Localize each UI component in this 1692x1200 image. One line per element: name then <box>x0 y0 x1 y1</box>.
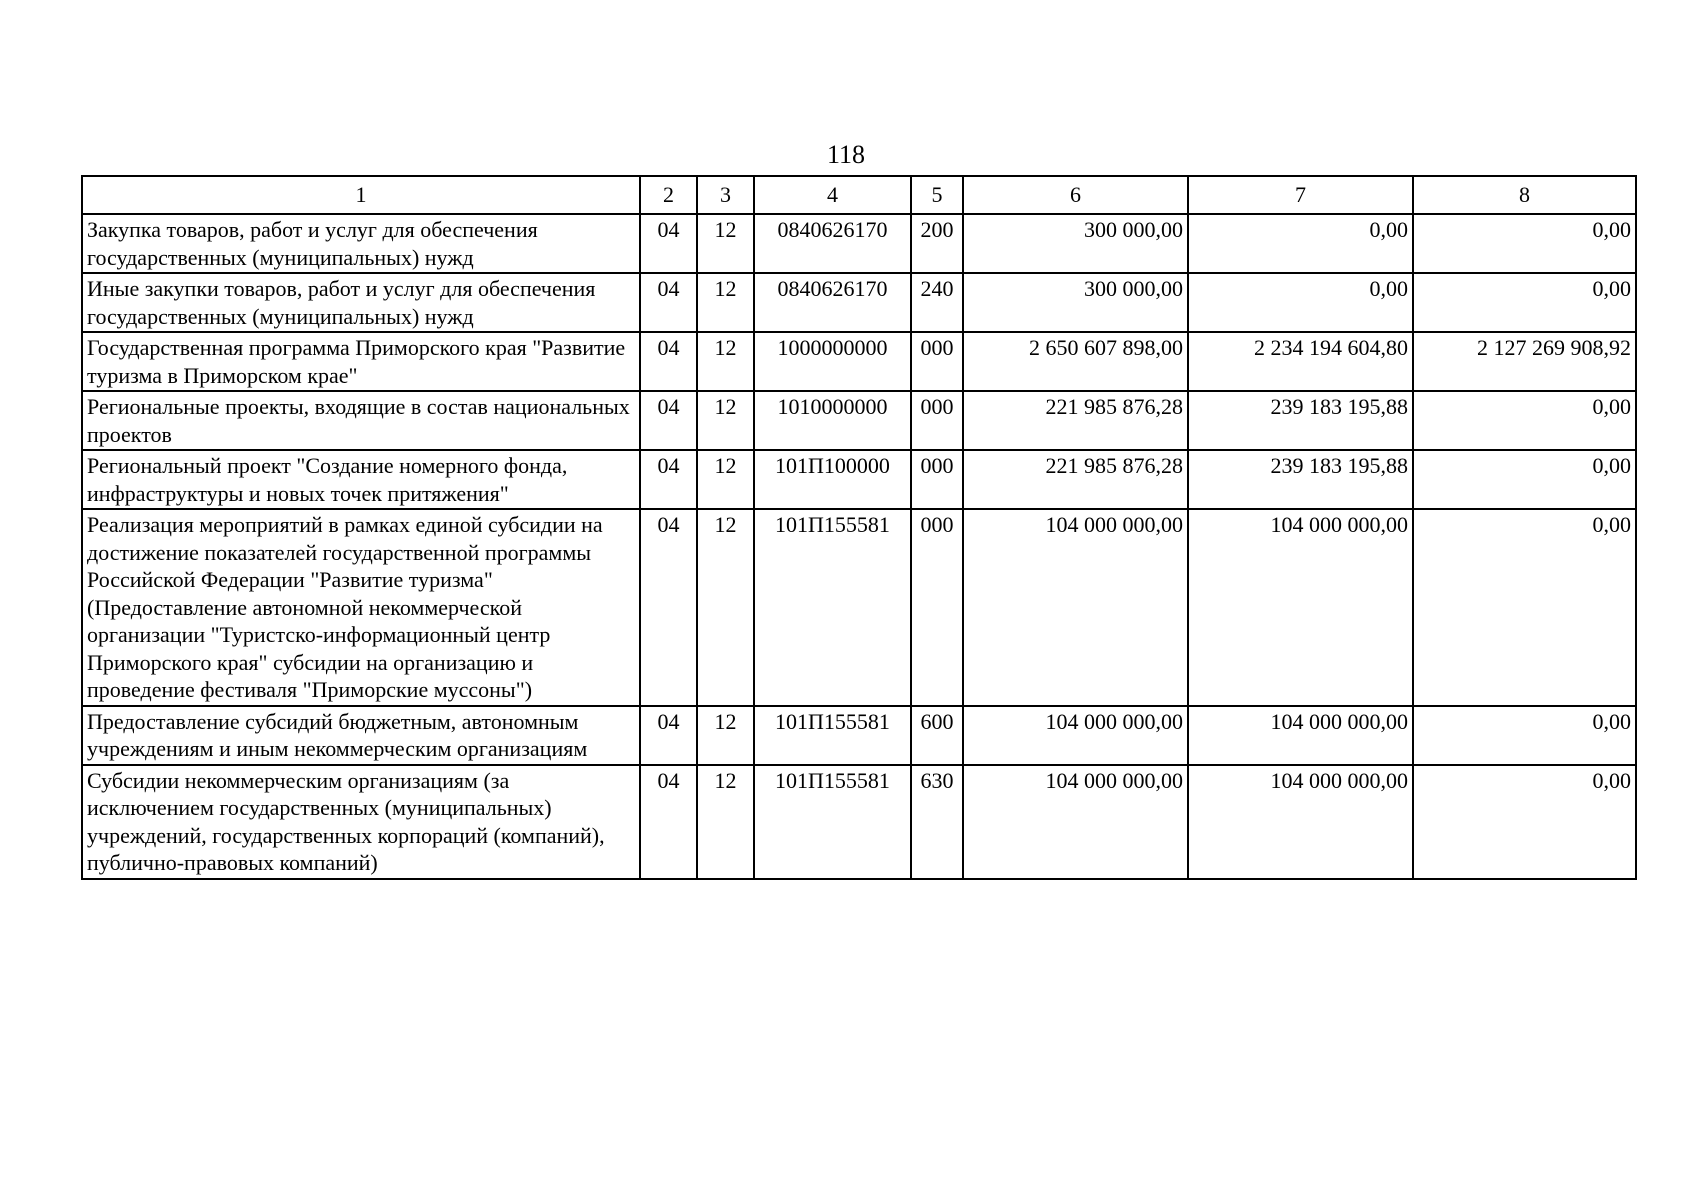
amount-col-8: 0,00 <box>1413 765 1636 879</box>
section-code: 04 <box>640 332 697 391</box>
row-name: Закупка товаров, работ и услуг для обеспечения государственных (муниципальных) нужд <box>82 214 640 273</box>
amount-col-8: 0,00 <box>1413 706 1636 765</box>
column-header: 3 <box>697 176 754 214</box>
section-code: 04 <box>640 214 697 273</box>
amount-col-7: 104 000 000,00 <box>1188 765 1413 879</box>
target-article-code: 0840626170 <box>754 273 911 332</box>
table-row <box>82 450 1636 509</box>
section-code: 04 <box>640 450 697 509</box>
table-row <box>82 509 1636 706</box>
amount-col-6: 2 650 607 898,00 <box>963 332 1188 391</box>
header-row <box>82 176 1636 214</box>
table-row <box>82 706 1636 765</box>
amount-col-8: 0,00 <box>1413 509 1636 706</box>
amount-col-6: 104 000 000,00 <box>963 706 1188 765</box>
amount-col-7: 0,00 <box>1188 273 1413 332</box>
column-header: 1 <box>82 176 640 214</box>
amount-col-8: 0,00 <box>1413 273 1636 332</box>
row-name: Предоставление субсидий бюджетным, автономным учреждениям и иным некоммерческим организациям <box>82 706 640 765</box>
table-row <box>82 273 1636 332</box>
expense-type-code: 630 <box>911 765 963 879</box>
target-article-code: 101П155581 <box>754 706 911 765</box>
amount-col-7: 2 234 194 604,80 <box>1188 332 1413 391</box>
subsection-code: 12 <box>697 273 754 332</box>
section-code: 04 <box>640 391 697 450</box>
column-header: 6 <box>963 176 1188 214</box>
subsection-code: 12 <box>697 509 754 706</box>
column-header: 4 <box>754 176 911 214</box>
row-name: Региональный проект "Создание номерного фонда, инфраструктуры и новых точек притяжения" <box>82 450 640 509</box>
subsection-code: 12 <box>697 765 754 879</box>
table-row <box>82 765 1636 879</box>
table-row <box>82 391 1636 450</box>
expense-type-code: 000 <box>911 332 963 391</box>
target-article-code: 0840626170 <box>754 214 911 273</box>
amount-col-6: 104 000 000,00 <box>963 509 1188 706</box>
target-article-code: 101П100000 <box>754 450 911 509</box>
amount-col-6: 300 000,00 <box>963 273 1188 332</box>
expense-type-code: 600 <box>911 706 963 765</box>
section-code: 04 <box>640 509 697 706</box>
column-header: 5 <box>911 176 963 214</box>
page-number: 118 <box>826 140 866 169</box>
subsection-code: 12 <box>697 391 754 450</box>
section-code: 04 <box>640 765 697 879</box>
amount-col-8: 0,00 <box>1413 214 1636 273</box>
target-article-code: 101П155581 <box>754 509 911 706</box>
amount-col-6: 221 985 876,28 <box>963 391 1188 450</box>
amount-col-7: 104 000 000,00 <box>1188 706 1413 765</box>
target-article-code: 101П155581 <box>754 765 911 879</box>
column-header: 2 <box>640 176 697 214</box>
target-article-code: 1000000000 <box>754 332 911 391</box>
column-header: 7 <box>1188 176 1413 214</box>
amount-col-7: 0,00 <box>1188 214 1413 273</box>
amount-col-6: 300 000,00 <box>963 214 1188 273</box>
section-code: 04 <box>640 706 697 765</box>
amount-col-6: 104 000 000,00 <box>963 765 1188 879</box>
row-name: Субсидии некоммерческим организациям (за исключением государственных (муниципальных) учреждений, государственных корпораций (компаний), публично-правовых компаний) <box>82 765 640 879</box>
subsection-code: 12 <box>697 706 754 765</box>
table-row <box>82 214 1636 273</box>
section-code: 04 <box>640 273 697 332</box>
amount-col-8: 0,00 <box>1413 391 1636 450</box>
expense-type-code: 000 <box>911 450 963 509</box>
row-name: Государственная программа Приморского края "Развитие туризма в Приморском крае" <box>82 332 640 391</box>
table-row <box>82 332 1636 391</box>
row-name: Реализация мероприятий в рамках единой субсидии на достижение показателей государственной программы Российской Федерации "Развитие туризма" (Предоставление автономной некоммерческой организации "Туристско-информационный центр Приморского края" субсидии на организацию и проведение фестиваля "Приморские муссоны") <box>82 509 640 706</box>
target-article-code: 1010000000 <box>754 391 911 450</box>
subsection-code: 12 <box>697 450 754 509</box>
row-name: Региональные проекты, входящие в состав национальных проектов <box>82 391 640 450</box>
amount-col-6: 221 985 876,28 <box>963 450 1188 509</box>
expense-type-code: 200 <box>911 214 963 273</box>
amount-col-8: 2 127 269 908,92 <box>1413 332 1636 391</box>
amount-col-8: 0,00 <box>1413 450 1636 509</box>
column-header: 8 <box>1413 176 1636 214</box>
expense-type-code: 000 <box>911 391 963 450</box>
amount-col-7: 239 183 195,88 <box>1188 391 1413 450</box>
amount-col-7: 104 000 000,00 <box>1188 509 1413 706</box>
subsection-code: 12 <box>697 214 754 273</box>
row-name: Иные закупки товаров, работ и услуг для обеспечения государственных (муниципальных) нужд <box>82 273 640 332</box>
expense-type-code: 000 <box>911 509 963 706</box>
subsection-code: 12 <box>697 332 754 391</box>
budget-table <box>81 175 1637 880</box>
amount-col-7: 239 183 195,88 <box>1188 450 1413 509</box>
expense-type-code: 240 <box>911 273 963 332</box>
